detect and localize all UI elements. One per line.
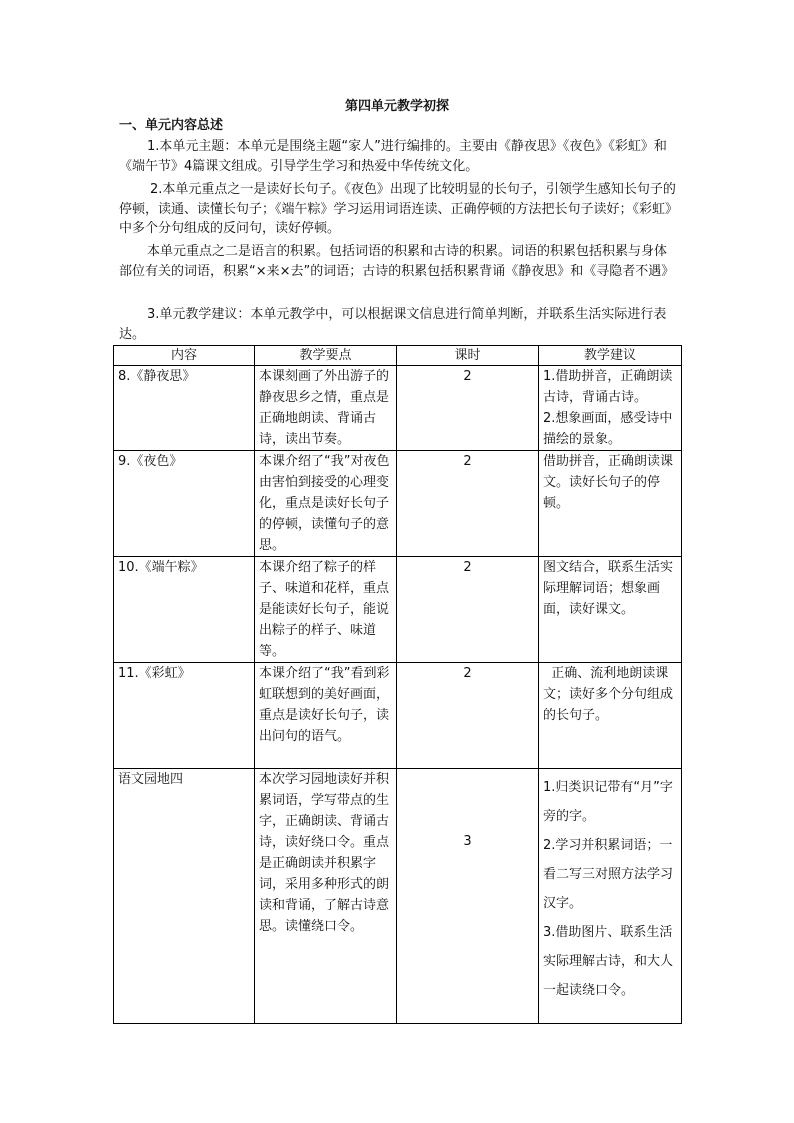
cell-teaching-suggestions xyxy=(539,557,682,663)
document-title: 第四单元教学初探 xyxy=(344,99,449,114)
cell-teaching-suggestions xyxy=(539,769,682,1024)
table-row xyxy=(114,663,682,769)
suggestion-item: 2.学习并积累词语；一看二写三对照方法学习汉字。 xyxy=(543,838,674,911)
paragraph-focus-long-sentences xyxy=(119,180,679,239)
cell-content: 语文园地四 xyxy=(114,769,255,1024)
section-heading-unit-overview: 一、单元内容总述 xyxy=(119,118,224,133)
suggestion-item: 借助拼音，正确朗读课文。读好长句子的停顿。 xyxy=(543,454,674,511)
paragraph-text: 3.单元教学建议：本单元教学中，可以根据课文信息进行简单判断，并联系生活实际进行表达。 xyxy=(119,307,667,342)
cell-teaching-points: 本课介绍了“我”对夜色由害怕到接受的心理变化，重点是读好长句子的停顿，读懂句子的意思。 xyxy=(255,451,397,557)
header-class-hours: 课时 xyxy=(397,346,539,366)
suggestion-item: 1.归类识记带有“月”字旁的字。 xyxy=(543,780,673,824)
table-row xyxy=(114,366,682,451)
cell-class-hours: 3 xyxy=(397,769,539,1024)
cell-class-hours: 2 xyxy=(397,663,539,769)
cell-content: 10.《端午粽》 xyxy=(114,557,255,663)
paragraph-focus-accumulation xyxy=(119,242,679,281)
suggestion-item: 正确、流利地朗读课文；读好多个分句组成的长句子。 xyxy=(543,666,674,723)
header-teaching-points: 教学要点 xyxy=(255,346,397,366)
header-content: 内容 xyxy=(114,346,255,366)
suggestion-item: 1.借助拼音，正确朗读古诗，背诵古诗。 xyxy=(543,369,673,405)
cell-class-hours: 2 xyxy=(397,366,539,451)
suggestion-item: 3.借助图片、联系生活实际理解古诗，和大人一起读绕口令。 xyxy=(543,925,674,998)
paragraph-text: 1.本单元主题：本单元是围绕主题“家人”进行编排的。主要由《静夜思》《夜色》《彩虹》和《端午节》4篇课文组成。引导学生学习和热爱中华传统文化。 xyxy=(119,139,667,174)
table-row xyxy=(114,769,682,1024)
header-teaching-suggestions: 教学建议 xyxy=(539,346,682,366)
table-row xyxy=(114,451,682,557)
paragraph-teaching-advice xyxy=(119,305,679,344)
suggestion-item: 2.想象画面，感受诗中描绘的景象。 xyxy=(543,411,673,447)
cell-class-hours: 2 xyxy=(397,451,539,557)
lesson-plan-table xyxy=(113,345,682,1024)
cell-content: 11.《彩虹》 xyxy=(114,663,255,769)
cell-teaching-points: 本课介绍了粽子的样子、味道和花样，重点是能读好长句子，能说出粽子的样子、味道等。 xyxy=(255,557,397,663)
cell-teaching-points: 本次学习园地读好并积累词语，学写带点的生字，正确朗读、背诵古诗，读好绕口令。重点是正确朗读并积累字词，采用多种形式的朗读和背诵，了解古诗意思。读懂绕口令。 xyxy=(255,769,397,1024)
table-header-row xyxy=(114,346,682,366)
cell-teaching-points: 本课刻画了外出游子的静夜思乡之情，重点是正确地朗读、背诵古诗，读出节奏。 xyxy=(255,366,397,451)
cell-teaching-suggestions xyxy=(539,663,682,769)
cell-teaching-points: 本课介绍了“我”看到彩虹联想到的美好画面，重点是读好长句子，读出问句的语气。 xyxy=(255,663,397,769)
table-row xyxy=(114,557,682,663)
cell-content: 8.《静夜思》 xyxy=(114,366,255,451)
suggestion-item: 图文结合，联系生活实际理解词语；想象画面，读好课文。 xyxy=(543,560,674,617)
paragraph-text: 本单元重点之二是语言的积累。包括词语的积累和古诗的积累。词语的积累包括积累与身体部位有关的词语，积累“×来×去”的词语；古诗的积累包括积累背诵《静夜思》和《寻隐者不遇》 xyxy=(119,244,675,279)
paragraph-text: 2.本单元重点之一是读好长句子。《夜色》出现了比较明显的长句子，引领学生感知长句子的停顿，读通、读懂长句子；《端午粽》学习运用词语连读、正确停顿的方法把长句子读好；《彩虹》中多个分句组成的反问句，读好停顿。 xyxy=(119,182,679,236)
cell-class-hours: 2 xyxy=(397,557,539,663)
cell-teaching-suggestions xyxy=(539,451,682,557)
cell-teaching-suggestions xyxy=(539,366,682,451)
cell-content: 9.《夜色》 xyxy=(114,451,255,557)
paragraph-unit-theme xyxy=(119,137,679,176)
